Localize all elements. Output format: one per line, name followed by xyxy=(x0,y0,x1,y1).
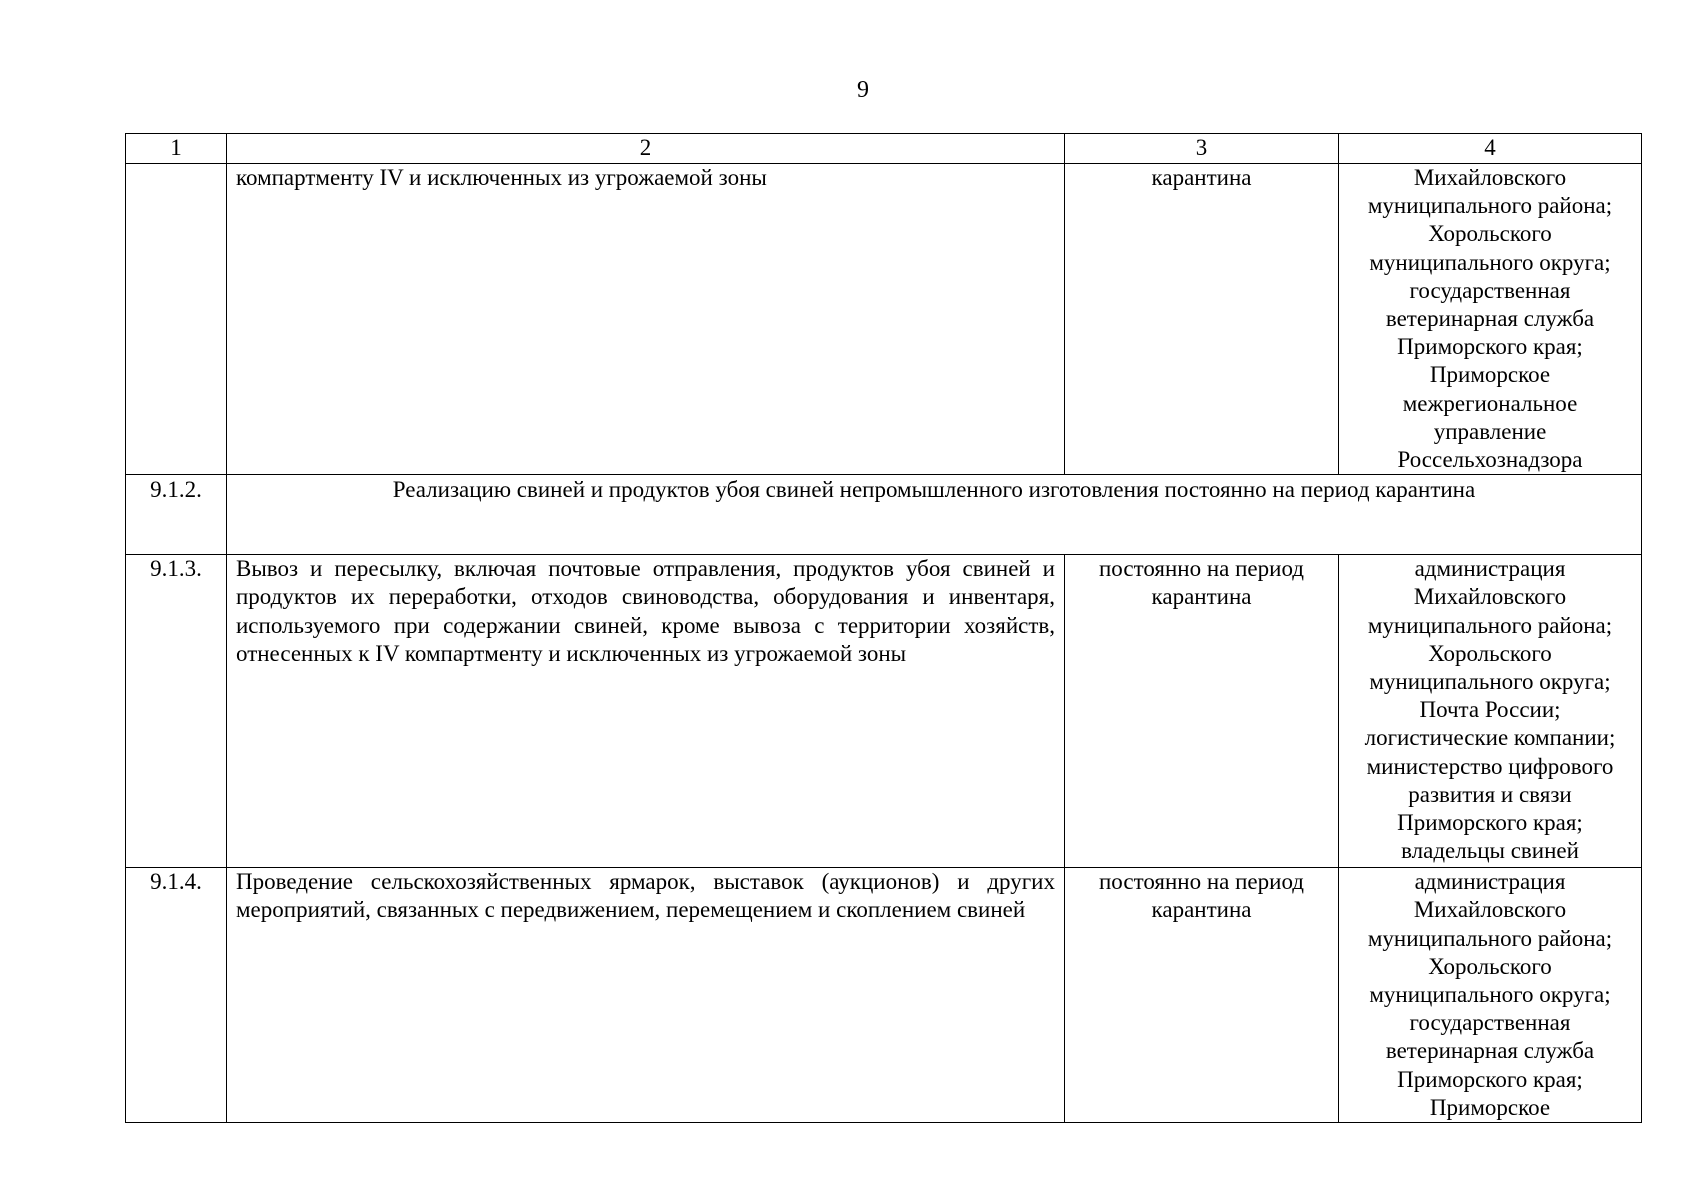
responsible-line: межрегиональное xyxy=(1402,390,1578,416)
responsible-line: Приморское xyxy=(1429,362,1551,388)
responsible-line: муниципального района; xyxy=(1367,193,1613,219)
responsible-line: владельцы свиней xyxy=(1401,838,1579,864)
row-number: 9.1.3. xyxy=(126,555,227,868)
measures-table xyxy=(125,133,1642,1123)
responsible-line: муниципального района; xyxy=(1367,612,1613,638)
responsible-line: государственная xyxy=(1409,277,1571,303)
row-number xyxy=(126,164,227,475)
responsible-line: Хорольского xyxy=(1428,221,1552,247)
column-header-2: 2 xyxy=(227,134,1065,164)
responsible-parties xyxy=(1339,164,1642,475)
period-line: постоянно на период xyxy=(1099,869,1304,895)
responsible-line: Приморского края; xyxy=(1397,810,1583,836)
responsible-line: министерство цифрового xyxy=(1366,753,1614,779)
responsible-line: Михайловского xyxy=(1413,165,1567,190)
measure-text: компартменту IV и исключенных из угрожаемой зоны xyxy=(227,164,1065,475)
responsible-parties xyxy=(1339,868,1642,1123)
responsible-line: муниципального округа; xyxy=(1369,669,1611,695)
column-header-3: 3 xyxy=(1065,134,1339,164)
responsible-line: Хорольского xyxy=(1428,640,1552,666)
responsible-line: развития и связи xyxy=(1408,781,1572,807)
table-row xyxy=(126,555,1642,868)
measure-text: Вывоз и пересылку, включая почтовые отправления, продуктов убоя свиней и продуктов их переработки, отходов свиноводства, оборудования и инвентаря, используемого при содержании свиней, кроме вывоза с территории хозяйств, отнесенных к IV компартменту и исключенных из угрожаемой зоны xyxy=(227,555,1065,868)
responsible-line: муниципального района; xyxy=(1367,925,1613,951)
responsible-line: ветеринарная служба xyxy=(1385,306,1595,332)
period-text: карантина xyxy=(1065,164,1339,475)
responsible-parties xyxy=(1339,555,1642,868)
row-number: 9.1.4. xyxy=(126,868,227,1123)
table-header-row xyxy=(126,134,1642,164)
table-row xyxy=(126,164,1642,475)
responsible-line: логистические компании; xyxy=(1364,725,1616,751)
measure-text: Реализацию свиней и продуктов убоя свиней непромышленного изготовления постоянно на период карантина xyxy=(227,475,1642,555)
column-header-1: 1 xyxy=(126,134,227,164)
measure-text: Проведение сельскохозяйственных ярмарок, выставок (аукционов) и других мероприятий, связанных с передвижением, перемещением и скоплением свиней xyxy=(227,868,1065,1123)
responsible-line: Хорольского xyxy=(1428,953,1552,979)
column-header-4: 4 xyxy=(1339,134,1642,164)
responsible-line: государственная xyxy=(1409,1010,1571,1036)
responsible-line: Михайловского xyxy=(1413,584,1567,610)
period-text xyxy=(1065,555,1339,868)
row-number: 9.1.2. xyxy=(126,475,227,555)
period-text xyxy=(1065,868,1339,1123)
responsible-line: муниципального округа; xyxy=(1369,249,1611,275)
responsible-line: Приморское xyxy=(1429,1094,1551,1120)
responsible-line: муниципального округа; xyxy=(1369,982,1611,1008)
responsible-line: Почта России; xyxy=(1419,697,1561,723)
period-line: карантина xyxy=(1151,584,1252,610)
period-line: постоянно на период xyxy=(1099,556,1304,582)
period-line: карантина xyxy=(1151,897,1252,923)
responsible-line: администрация xyxy=(1414,869,1566,895)
table-row xyxy=(126,868,1642,1123)
responsible-line: управление xyxy=(1433,418,1547,444)
table-row xyxy=(126,475,1642,555)
responsible-line: Михайловского xyxy=(1413,897,1567,923)
responsible-line: администрация xyxy=(1414,556,1566,582)
responsible-line: ветеринарная служба xyxy=(1385,1038,1595,1064)
responsible-line: Приморского края; xyxy=(1397,334,1583,360)
page-number: 9 xyxy=(857,77,869,103)
responsible-line: Россельхознадзора xyxy=(1397,447,1583,473)
responsible-line: Приморского края; xyxy=(1397,1066,1583,1092)
